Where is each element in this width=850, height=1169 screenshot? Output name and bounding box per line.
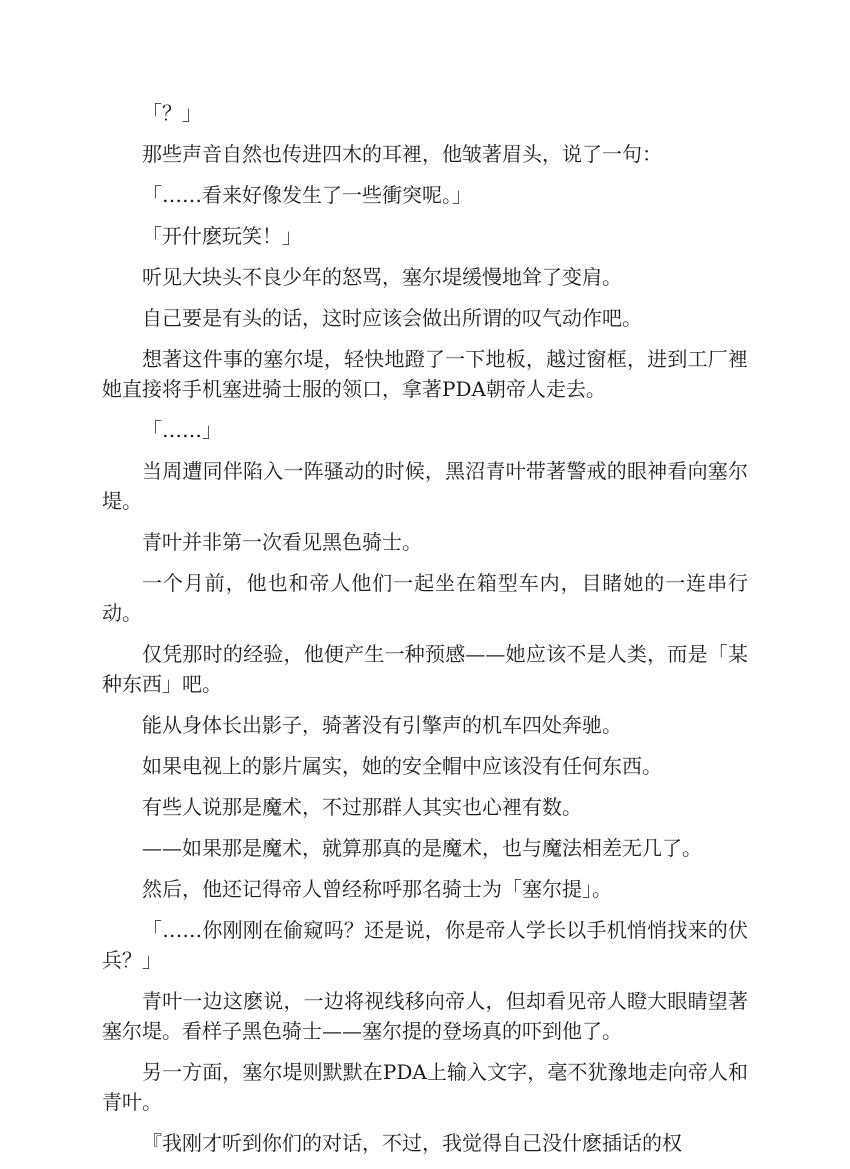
paragraph: 青叶一边这麽说，一边将视线移向帝人，但却看见帝人瞪大眼睛望著塞尔堤。看样子黑色骑士——塞尔提的登场真的吓到他了。 bbox=[102, 989, 748, 1043]
document-page bbox=[102, 98, 748, 1169]
paragraph: 然后，他还记得帝人曾经称呼那名骑士为「塞尔提」。 bbox=[142, 877, 612, 901]
paragraph: 另一方面，塞尔堤则默默在PDA上输入文字，毫不犹豫地走向帝人和青叶。 bbox=[102, 1060, 748, 1114]
paragraph: 「……」 bbox=[142, 418, 222, 442]
paragraph: 那些声音自然也传进四木的耳裡，他皱著眉头，说了一句： bbox=[142, 142, 662, 166]
paragraph: 听见大块头不良少年的怒骂，塞尔堤缓慢地耸了变肩。 bbox=[142, 265, 622, 289]
paragraph: 自己要是有头的话，这时应该会做出所谓的叹气动作吧。 bbox=[142, 306, 642, 330]
paragraph: ——如果那是魔术，就算那真的是魔术，也与魔法相差无几了。 bbox=[142, 836, 702, 860]
paragraph: 如果电视上的影片属实，她的安全帽中应该没有任何东西。 bbox=[142, 754, 662, 778]
paragraph: 青叶并非第一次看见黑色骑士。 bbox=[142, 530, 422, 554]
paragraph: 一个月前，他也和帝人他们一起坐在箱型车内，目睹她的一连串行动。 bbox=[102, 571, 748, 625]
paragraph: 能从身体长出影子，骑著没有引擎声的机车四处奔驰。 bbox=[142, 713, 622, 737]
paragraph: 当周遭同伴陷入一阵骚动的时候，黑沼青叶带著警戒的眼神看向塞尔堤。 bbox=[102, 459, 748, 513]
paragraph: 「开什麽玩笑！」 bbox=[142, 224, 302, 248]
paragraph: 想著这件事的塞尔堤，轻快地蹬了一下地板，越过窗框，进到工厂裡她直接将手机塞进骑士服的领口，拿著PDA朝帝人走去。 bbox=[102, 347, 748, 401]
paragraph: 「……看来好像发生了一些衝突呢。」 bbox=[142, 183, 472, 207]
paragraph: 仅凭那时的经验，他便产生一种预感——她应该不是人类，而是「某种东西」吧。 bbox=[102, 642, 748, 696]
paragraph: 『我刚才听到你们的对话，不过，我觉得自己没什麽插话的权 bbox=[142, 1131, 682, 1155]
paragraph: 「……你刚刚在偷窥吗？还是说，你是帝人学长以手机悄悄找来的伏兵？」 bbox=[102, 918, 748, 972]
paragraph: 有些人说那是魔术，不过那群人其实也心裡有数。 bbox=[142, 795, 582, 819]
paragraph: 「？」 bbox=[142, 101, 202, 125]
